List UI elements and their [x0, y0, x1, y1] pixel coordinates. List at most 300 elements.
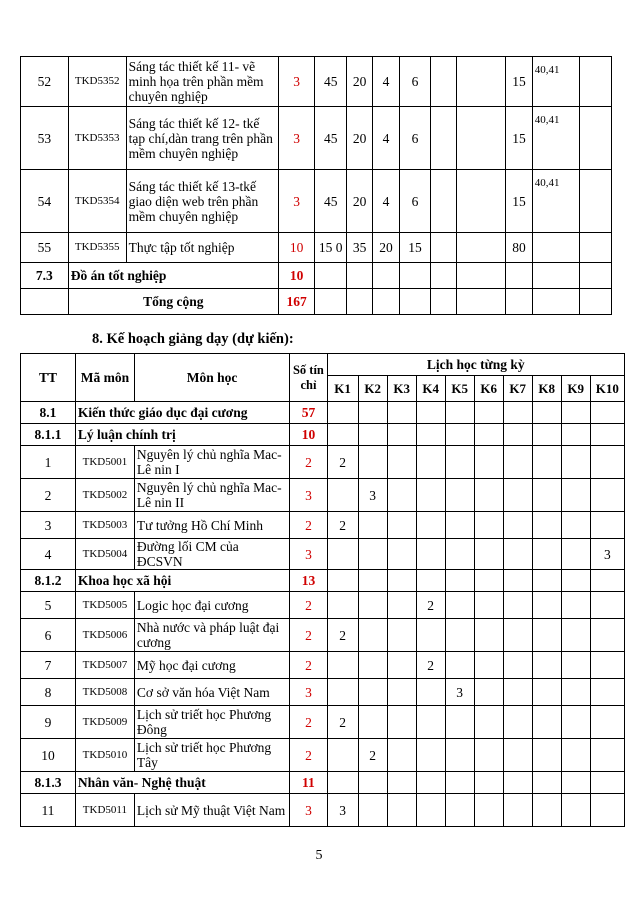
section-credits: 13: [290, 570, 327, 592]
empty-cell: [532, 289, 580, 315]
term-cell: [561, 652, 590, 679]
term-cell: [561, 619, 590, 652]
row-number: 52: [21, 57, 69, 107]
term-cell: [416, 619, 445, 652]
empty-cell: [580, 107, 612, 170]
table-row: [21, 679, 625, 706]
table-header-row: [21, 354, 625, 376]
hours-cell: 15: [506, 57, 532, 107]
term-cell: [561, 706, 590, 739]
term-cell: [416, 794, 445, 827]
empty-cell: [327, 402, 358, 424]
term-cell: [445, 539, 474, 570]
section-row: [21, 402, 625, 424]
teaching-plan-table: [20, 353, 625, 827]
empty-cell: [561, 402, 590, 424]
term-header: K1: [327, 376, 358, 402]
empty-cell: [580, 57, 612, 107]
empty-cell: [445, 402, 474, 424]
term-cell: [532, 446, 561, 479]
term-cell: [561, 592, 590, 619]
hours-cell: 45: [315, 107, 346, 170]
empty-cell: [590, 402, 624, 424]
term-cell: [358, 706, 387, 739]
hours-cell: 20: [346, 57, 372, 107]
term-cell: [445, 592, 474, 619]
term-cell: [532, 739, 561, 772]
section-row: [21, 424, 625, 446]
term-cell: [387, 739, 416, 772]
course-name: Logic học đại cương: [134, 592, 289, 619]
empty-cell: [503, 570, 532, 592]
table-row: [21, 446, 625, 479]
term-cell: [358, 619, 387, 652]
empty-cell: [561, 772, 590, 794]
hours-cell: 15: [506, 107, 532, 170]
credits: 2: [290, 652, 327, 679]
term-cell: [474, 446, 503, 479]
empty-cell: [590, 570, 624, 592]
term-cell: [445, 706, 474, 739]
term-cell: [416, 446, 445, 479]
course-name: Sáng tác thiết kế 12- tkế tạp chí,dàn trang trên phần mềm chuyên nghiệp: [126, 107, 278, 170]
section-number: 7.3: [21, 263, 69, 289]
section-credits: 10: [290, 424, 327, 446]
hours-cell: 35: [346, 233, 372, 263]
section-label: Đồ án tốt nghiệp: [68, 263, 278, 289]
empty-cell: [456, 289, 506, 315]
table-row: [21, 233, 612, 263]
term-header: K10: [590, 376, 624, 402]
hours-cell: [456, 170, 506, 233]
table-row: [21, 107, 612, 170]
row-number: 1: [21, 446, 76, 479]
term-cell: [503, 446, 532, 479]
term-cell: [474, 794, 503, 827]
term-cell: [561, 794, 590, 827]
section-number: 8.1.3: [21, 772, 76, 794]
term-cell: [590, 652, 624, 679]
empty-cell: [387, 402, 416, 424]
term-cell: [416, 512, 445, 539]
empty-cell: [580, 263, 612, 289]
prerequisite-cell: [532, 233, 580, 263]
term-cell: [590, 794, 624, 827]
section-label: Khoa học xã hội: [75, 570, 289, 592]
course-name: Nhà nước và pháp luật đại cương: [134, 619, 289, 652]
header-code: Mã môn: [75, 354, 134, 402]
course-name: Sáng tác thiết kế 13-tkế giao diện web trên phần mềm chuyên nghiệp: [126, 170, 278, 233]
section-row: [21, 570, 625, 592]
term-cell: 2: [416, 592, 445, 619]
row-number: 8: [21, 679, 76, 706]
empty-cell: [327, 772, 358, 794]
term-cell: 3: [445, 679, 474, 706]
term-cell: [503, 619, 532, 652]
term-cell: [474, 652, 503, 679]
empty-cell: [346, 263, 372, 289]
table-row: [21, 652, 625, 679]
term-cell: [445, 619, 474, 652]
table-row: [21, 592, 625, 619]
term-cell: [327, 592, 358, 619]
empty-cell: [416, 570, 445, 592]
term-cell: [327, 479, 358, 512]
empty-cell: [358, 402, 387, 424]
term-cell: [503, 479, 532, 512]
term-cell: [358, 652, 387, 679]
term-cell: [387, 652, 416, 679]
term-cell: [358, 446, 387, 479]
term-header: K5: [445, 376, 474, 402]
hours-cell: 6: [399, 57, 430, 107]
empty-cell: [503, 402, 532, 424]
empty-cell: [387, 424, 416, 446]
course-code: TKD5007: [75, 652, 134, 679]
header-tt: TT: [21, 354, 76, 402]
term-cell: [416, 739, 445, 772]
hours-cell: 20: [346, 170, 372, 233]
term-cell: [474, 706, 503, 739]
term-cell: [503, 679, 532, 706]
term-cell: [503, 739, 532, 772]
hours-cell: 15 0: [315, 233, 346, 263]
term-cell: [416, 479, 445, 512]
empty-cell: [399, 263, 430, 289]
term-cell: [532, 652, 561, 679]
term-header: K2: [358, 376, 387, 402]
term-cell: [561, 479, 590, 512]
row-number: 3: [21, 512, 76, 539]
term-cell: [561, 679, 590, 706]
hours-cell: [431, 57, 456, 107]
empty-cell: [532, 263, 580, 289]
curriculum-table-continued: [20, 56, 612, 315]
hours-cell: 45: [315, 170, 346, 233]
row-number: 9: [21, 706, 76, 739]
section-number: 8.1.1: [21, 424, 76, 446]
hours-cell: 4: [373, 170, 399, 233]
term-cell: [387, 619, 416, 652]
section-credits: 11: [290, 772, 327, 794]
header-schedule: Lịch học từng kỳ: [327, 354, 624, 376]
hours-cell: 15: [506, 170, 532, 233]
row-number: 7: [21, 652, 76, 679]
table-row: [21, 57, 612, 107]
term-header: K6: [474, 376, 503, 402]
credits: 2: [290, 512, 327, 539]
empty-cell: [315, 263, 346, 289]
course-name: Mỹ học đại cương: [134, 652, 289, 679]
empty-cell: [416, 772, 445, 794]
table-row: [21, 170, 612, 233]
empty-cell: [445, 424, 474, 446]
term-cell: [445, 652, 474, 679]
table-row: [21, 619, 625, 652]
credits: 3: [290, 679, 327, 706]
term-cell: [503, 512, 532, 539]
term-cell: [387, 512, 416, 539]
course-code: TKD5004: [75, 539, 134, 570]
term-cell: [474, 539, 503, 570]
term-cell: [590, 446, 624, 479]
term-cell: [445, 794, 474, 827]
credits: 3: [278, 107, 315, 170]
course-name: Nguyên lý chủ nghĩa Mac- Lê nin II: [134, 479, 289, 512]
term-cell: [387, 706, 416, 739]
header-credits: Số tín chỉ: [290, 354, 327, 402]
term-cell: 2: [416, 652, 445, 679]
empty-cell: [474, 402, 503, 424]
credits: 3: [290, 479, 327, 512]
total-row: [21, 289, 612, 315]
empty-cell: [346, 289, 372, 315]
empty-cell: [21, 289, 69, 315]
row-number: 11: [21, 794, 76, 827]
term-cell: [532, 706, 561, 739]
term-cell: [503, 592, 532, 619]
table-row: [21, 706, 625, 739]
term-cell: [327, 739, 358, 772]
course-code: TKD5355: [68, 233, 126, 263]
section-heading-8: 8. Kế hoạch giảng dạy (dự kiến):: [92, 331, 294, 347]
credits: 2: [290, 592, 327, 619]
row-number: 6: [21, 619, 76, 652]
course-code: TKD5011: [75, 794, 134, 827]
course-code: TKD5010: [75, 739, 134, 772]
term-cell: [358, 679, 387, 706]
header-name: Môn học: [134, 354, 289, 402]
page-number: 5: [315, 848, 323, 863]
term-cell: 2: [327, 512, 358, 539]
course-name: Lịch sử Mỹ thuật Việt Nam: [134, 794, 289, 827]
empty-cell: [358, 570, 387, 592]
empty-cell: [358, 424, 387, 446]
hours-cell: [456, 107, 506, 170]
empty-cell: [327, 424, 358, 446]
course-code: TKD5352: [68, 57, 126, 107]
term-cell: 3: [327, 794, 358, 827]
term-header: K9: [561, 376, 590, 402]
term-cell: [590, 706, 624, 739]
course-code: TKD5001: [75, 446, 134, 479]
hours-cell: [431, 233, 456, 263]
hours-cell: 4: [373, 57, 399, 107]
table-row: [21, 794, 625, 827]
row-number: 54: [21, 170, 69, 233]
empty-cell: [445, 772, 474, 794]
empty-cell: [532, 570, 561, 592]
term-cell: [561, 739, 590, 772]
total-label: Tổng cộng: [68, 289, 278, 315]
credits: 3: [278, 57, 315, 107]
term-cell: [387, 592, 416, 619]
empty-cell: [315, 289, 346, 315]
term-cell: [532, 592, 561, 619]
term-cell: [532, 619, 561, 652]
empty-cell: [373, 289, 399, 315]
course-code: TKD5009: [75, 706, 134, 739]
term-cell: [561, 539, 590, 570]
course-code: TKD5005: [75, 592, 134, 619]
credits: 3: [278, 170, 315, 233]
term-header: K8: [532, 376, 561, 402]
section-row: [21, 772, 625, 794]
term-cell: 3: [358, 479, 387, 512]
prerequisite-cell: 40,41: [532, 170, 580, 233]
prerequisite-cell: 40,41: [532, 57, 580, 107]
term-cell: 2: [327, 446, 358, 479]
course-name: Thực tập tốt nghiệp: [126, 233, 278, 263]
empty-cell: [416, 424, 445, 446]
term-cell: [327, 679, 358, 706]
term-cell: [590, 512, 624, 539]
row-number: 53: [21, 107, 69, 170]
term-cell: 3: [590, 539, 624, 570]
empty-cell: [431, 289, 456, 315]
credits: 2: [290, 619, 327, 652]
credits: 10: [278, 233, 315, 263]
course-name: Sáng tác thiết kế 11- vẽ minh họa trên phần mềm chuyên nghiệp: [126, 57, 278, 107]
section-row: [21, 263, 612, 289]
section-label: Kiến thức giáo dục đại cương: [75, 402, 289, 424]
section-number: 8.1.2: [21, 570, 76, 592]
section-label: Lý luận chính trị: [75, 424, 289, 446]
course-code: TKD5353: [68, 107, 126, 170]
empty-cell: [580, 233, 612, 263]
row-number: 10: [21, 739, 76, 772]
empty-cell: [431, 263, 456, 289]
term-cell: [474, 619, 503, 652]
hours-cell: 4: [373, 107, 399, 170]
empty-cell: [503, 424, 532, 446]
course-code: TKD5003: [75, 512, 134, 539]
term-cell: [503, 652, 532, 679]
term-cell: [532, 794, 561, 827]
term-cell: [387, 539, 416, 570]
empty-cell: [532, 402, 561, 424]
course-code: TKD5354: [68, 170, 126, 233]
term-cell: [561, 512, 590, 539]
term-cell: 2: [358, 739, 387, 772]
empty-cell: [561, 424, 590, 446]
empty-cell: [580, 289, 612, 315]
course-name: Đường lối CM của ĐCSVN: [134, 539, 289, 570]
term-cell: [358, 512, 387, 539]
term-cell: [327, 652, 358, 679]
term-cell: [387, 446, 416, 479]
empty-cell: [590, 772, 624, 794]
hours-cell: [456, 233, 506, 263]
table-row: [21, 539, 625, 570]
empty-cell: [387, 570, 416, 592]
term-cell: [416, 706, 445, 739]
row-number: 4: [21, 539, 76, 570]
term-cell: [503, 794, 532, 827]
table-row: [21, 479, 625, 512]
hours-cell: 6: [399, 107, 430, 170]
term-cell: [474, 679, 503, 706]
term-cell: [590, 679, 624, 706]
course-name: Lịch sử triết học Phương Đông: [134, 706, 289, 739]
term-cell: [503, 706, 532, 739]
empty-cell: [503, 772, 532, 794]
term-cell: [590, 619, 624, 652]
hours-cell: [431, 107, 456, 170]
course-name: Tư tưởng Hồ Chí Minh: [134, 512, 289, 539]
empty-cell: [561, 570, 590, 592]
empty-cell: [387, 772, 416, 794]
empty-cell: [532, 772, 561, 794]
empty-cell: [506, 263, 532, 289]
table-row: [21, 512, 625, 539]
term-cell: 2: [327, 706, 358, 739]
empty-cell: [532, 424, 561, 446]
term-header: K3: [387, 376, 416, 402]
term-cell: [590, 592, 624, 619]
empty-cell: [327, 570, 358, 592]
empty-cell: [416, 402, 445, 424]
term-cell: [474, 479, 503, 512]
term-cell: [387, 479, 416, 512]
hours-cell: [431, 170, 456, 233]
term-header: K7: [503, 376, 532, 402]
section-credits: 10: [278, 263, 315, 289]
term-cell: [590, 739, 624, 772]
credits: 3: [290, 794, 327, 827]
course-name: Nguyên lý chủ nghĩa Mac- Lê nin I: [134, 446, 289, 479]
course-code: TKD5002: [75, 479, 134, 512]
empty-cell: [474, 424, 503, 446]
term-cell: [358, 794, 387, 827]
course-code: TKD5006: [75, 619, 134, 652]
term-cell: [474, 512, 503, 539]
empty-cell: [506, 289, 532, 315]
section-number: 8.1: [21, 402, 76, 424]
credits: 2: [290, 446, 327, 479]
empty-cell: [456, 263, 506, 289]
term-cell: [358, 539, 387, 570]
credits: 2: [290, 706, 327, 739]
term-cell: [474, 739, 503, 772]
empty-cell: [580, 170, 612, 233]
hours-cell: 80: [506, 233, 532, 263]
term-cell: [445, 512, 474, 539]
hours-cell: 45: [315, 57, 346, 107]
table-row: [21, 739, 625, 772]
row-number: 5: [21, 592, 76, 619]
term-cell: [532, 539, 561, 570]
total-credits: 167: [278, 289, 315, 315]
term-header: K4: [416, 376, 445, 402]
hours-cell: 20: [373, 233, 399, 263]
term-cell: [532, 679, 561, 706]
prerequisite-cell: 40,41: [532, 107, 580, 170]
row-number: 2: [21, 479, 76, 512]
term-cell: [387, 794, 416, 827]
term-cell: [590, 479, 624, 512]
term-cell: [503, 539, 532, 570]
term-cell: [532, 512, 561, 539]
empty-cell: [590, 424, 624, 446]
empty-cell: [358, 772, 387, 794]
empty-cell: [399, 289, 430, 315]
row-number: 55: [21, 233, 69, 263]
course-code: TKD5008: [75, 679, 134, 706]
term-cell: [416, 679, 445, 706]
section-label: Nhân văn- Nghệ thuật: [75, 772, 289, 794]
term-cell: [474, 592, 503, 619]
